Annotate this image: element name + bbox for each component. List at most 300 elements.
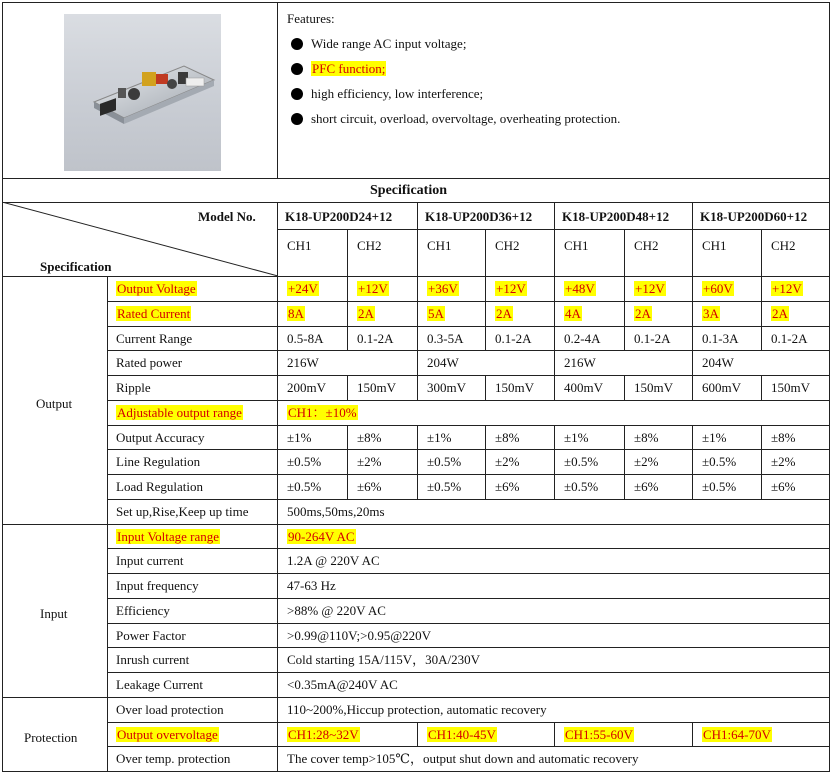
table-rule	[692, 474, 693, 499]
table-rule	[761, 375, 762, 400]
channel-label-cell	[287, 237, 312, 254]
table-rule	[554, 301, 555, 326]
cell-ripple: 150mV	[495, 380, 534, 395]
table-rule	[485, 326, 486, 350]
table-rule	[485, 301, 486, 326]
cell-current_range: 0.1-3A	[702, 331, 739, 346]
cell-rated_current: 2A	[358, 306, 374, 321]
cell-ripple: 600mV	[702, 380, 741, 395]
table-rule	[347, 301, 348, 326]
cell-line_reg: ±0.5%	[564, 454, 599, 469]
row-label-overload: Over load protection	[116, 702, 224, 717]
feature-row	[311, 35, 466, 52]
table-rule	[692, 276, 693, 301]
cell-current_range: 0.1-2A	[495, 331, 532, 346]
table-rule	[485, 425, 486, 449]
row-label-efficiency: Efficiency	[116, 603, 170, 618]
table-rule	[485, 375, 486, 400]
row-label-input_current-cell	[116, 552, 184, 569]
cell-overvoltage-cell	[287, 726, 360, 743]
cell-current_range-cell	[771, 330, 807, 347]
cell-rated_power-cell	[287, 354, 319, 371]
cell-line_reg: ±2%	[634, 454, 659, 469]
channel-label-cell	[771, 237, 796, 254]
cell-ripple: 150mV	[357, 380, 396, 395]
table-rule	[417, 276, 418, 301]
cell-load_reg: ±6%	[357, 479, 382, 494]
cell-accuracy: ±8%	[357, 430, 382, 445]
table-rule	[485, 229, 486, 276]
cell-input_voltage: 90-264V AC	[288, 529, 355, 544]
table-rule	[554, 722, 555, 746]
cell-overvoltage-cell	[564, 726, 634, 743]
cell-load_reg: ±0.5%	[287, 479, 322, 494]
cell-overtemp: The cover temp>105℃，output shut down and automatic recovery	[287, 751, 639, 766]
row-label-inrush-cell	[116, 651, 189, 668]
outer-right	[829, 2, 830, 772]
row-label-power_factor-cell	[116, 627, 186, 644]
cell-rated_current: 4A	[565, 306, 581, 321]
row-label-inrush: Inrush current	[116, 652, 190, 667]
table-rule	[347, 276, 348, 301]
cell-load_reg: ±0.5%	[564, 479, 599, 494]
table-rule	[761, 449, 762, 474]
row-label-output_voltage-cell	[116, 280, 197, 297]
table-rule	[347, 425, 348, 449]
cell-line_reg: ±2%	[357, 454, 382, 469]
row-label-input_freq-cell	[116, 577, 199, 594]
cell-output_voltage: +12V	[496, 281, 526, 296]
row-label-load_reg-cell	[116, 478, 203, 495]
table-rule	[761, 474, 762, 499]
cell-overload: 110~200%,Hiccup protection, automatic recovery	[287, 702, 547, 717]
table-rule	[417, 474, 418, 499]
table-rule	[347, 326, 348, 350]
cell-line_reg-cell	[771, 453, 795, 470]
cell-accuracy: ±1%	[287, 430, 312, 445]
cell-line_reg-cell	[287, 453, 321, 470]
cell-rated_power: 204W	[702, 355, 734, 370]
table-rule	[761, 301, 762, 326]
cell-input_freq-cell	[287, 577, 336, 594]
cell-line_reg: ±2%	[495, 454, 520, 469]
cell-accuracy: ±8%	[495, 430, 520, 445]
cell-leakage: <0.35mA@240V AC	[287, 677, 398, 692]
cell-load_reg: ±0.5%	[702, 479, 737, 494]
table-rule	[554, 350, 555, 375]
row-rule	[107, 350, 830, 351]
channel-label: CH1	[427, 238, 452, 253]
feature-item: Wide range AC input voltage;	[311, 36, 467, 51]
row-rule	[107, 598, 830, 599]
table-title: Specification	[370, 183, 447, 198]
table-rule	[624, 474, 625, 499]
features-heading: Features:	[287, 11, 335, 26]
channel-label: CH1	[702, 238, 727, 253]
model-name-cell	[562, 208, 669, 225]
channel-label: CH2	[634, 238, 659, 253]
table-rule	[347, 375, 348, 400]
feature-row	[311, 60, 386, 77]
cell-load_reg-cell	[357, 478, 381, 495]
table-rule	[417, 301, 418, 326]
cell-rated_power-cell	[564, 354, 596, 371]
cell-load_reg-cell	[702, 478, 736, 495]
row-label-leakage-cell	[116, 676, 203, 693]
row-label-overtemp: Over temp. protection	[116, 751, 231, 766]
row-label-efficiency-cell	[116, 602, 170, 619]
cell-overvoltage: CH1:64-70V	[703, 727, 771, 742]
row-label-rated_power-cell	[116, 354, 182, 371]
cell-ripple-cell	[495, 379, 534, 396]
table-rule	[692, 425, 693, 449]
channel-label-cell	[495, 237, 520, 254]
feature-row	[311, 110, 620, 127]
row-label-load_reg: Load Regulation	[116, 479, 204, 494]
cell-output_voltage-cell	[702, 280, 734, 297]
cell-overvoltage-cell	[702, 726, 772, 743]
cell-rated_power-cell	[427, 354, 459, 371]
table-rule	[624, 425, 625, 449]
table-rule	[624, 326, 625, 350]
cell-accuracy-cell	[702, 429, 726, 446]
table-rule	[485, 276, 486, 301]
row-label-line_reg: Line Regulation	[116, 454, 201, 469]
cell-ripple-cell	[702, 379, 741, 396]
cell-line_reg-cell	[564, 453, 598, 470]
cell-load_reg-cell	[634, 478, 658, 495]
row-rule	[107, 746, 830, 747]
row-rule	[107, 449, 830, 450]
cell-rated_current-cell	[634, 305, 652, 322]
cell-output_voltage: +24V	[288, 281, 318, 296]
row-rule	[107, 301, 830, 302]
model-no-label: Model No.	[198, 209, 256, 224]
outer-left	[2, 2, 3, 772]
cell-current_range-cell	[495, 330, 531, 347]
cell-current_range: 0.1-2A	[634, 331, 671, 346]
cell-ripple-cell	[427, 379, 466, 396]
cell-output_voltage-cell	[427, 280, 459, 297]
row-label-rated_power: Rated power	[116, 355, 183, 370]
row-label-power_factor: Power Factor	[116, 628, 186, 643]
cell-rated_current: 2A	[496, 306, 512, 321]
row-rule	[107, 425, 830, 426]
table-rule	[417, 722, 418, 746]
table-rule	[761, 326, 762, 350]
row-label-setup-cell	[116, 503, 249, 520]
cell-rated_current: 5A	[428, 306, 444, 321]
cell-accuracy-cell	[771, 429, 795, 446]
cell-ripple: 150mV	[771, 380, 810, 395]
table-rule	[692, 301, 693, 326]
row-label-accuracy-cell	[116, 429, 204, 446]
cell-current_range: 0.3-5A	[427, 331, 464, 346]
cell-input_freq: 47-63 Hz	[287, 578, 336, 593]
feature-row	[311, 85, 483, 102]
row-label-input_voltage-cell	[116, 528, 220, 545]
model-name: K18-UP200D36+12	[425, 209, 533, 224]
model-name-cell	[285, 208, 392, 225]
cell-power_factor-cell	[287, 627, 431, 644]
cell-inrush: Cold starting 15A/115V，30A/230V	[287, 652, 481, 667]
specification-label: Specification	[40, 259, 112, 274]
table-rule	[692, 722, 693, 746]
table-rule	[692, 375, 693, 400]
cell-line_reg-cell	[634, 453, 658, 470]
row-rule	[107, 400, 830, 401]
row-label-input_voltage: Input Voltage range	[117, 529, 220, 544]
cell-current_range-cell	[357, 330, 393, 347]
cell-line_reg-cell	[357, 453, 381, 470]
row-label-adjustable: Adjustable output range	[117, 405, 242, 420]
row-label-overtemp-cell	[116, 750, 230, 767]
product-photo	[64, 14, 221, 171]
cell-accuracy: ±8%	[771, 430, 796, 445]
row-label-overload-cell	[116, 701, 224, 718]
channel-label: CH1	[287, 238, 312, 253]
outer-top	[2, 2, 830, 3]
cell-load_reg: ±0.5%	[427, 479, 462, 494]
table-rule	[347, 474, 348, 499]
cell-overvoltage-cell	[427, 726, 497, 743]
cell-overvoltage: CH1:28~32V	[288, 727, 359, 742]
header-diagonal	[2, 202, 278, 276]
photo-divider	[277, 2, 278, 178]
cell-load_reg: ±6%	[771, 479, 796, 494]
cell-output_voltage-cell	[771, 280, 803, 297]
cell-output_voltage: +48V	[565, 281, 595, 296]
cell-current_range: 0.5-8A	[287, 331, 324, 346]
cell-accuracy-cell	[634, 429, 658, 446]
title-top	[2, 178, 830, 179]
cell-ripple-cell	[771, 379, 810, 396]
row-label-line_reg-cell	[116, 453, 200, 470]
cell-input_current-cell	[287, 552, 380, 569]
row-rule	[107, 548, 830, 549]
row-label-rated_current-cell	[116, 305, 191, 322]
cell-line_reg-cell	[495, 453, 519, 470]
table-rule	[417, 375, 418, 400]
table-rule	[485, 474, 486, 499]
cell-output_voltage-cell	[287, 280, 319, 297]
cell-load_reg-cell	[564, 478, 598, 495]
body-top	[2, 276, 830, 277]
cell-line_reg: ±0.5%	[702, 454, 737, 469]
cell-current_range-cell	[564, 330, 600, 347]
cell-leakage-cell	[287, 676, 398, 693]
row-rule	[107, 722, 830, 723]
channel-label-cell	[564, 237, 589, 254]
table-rule	[624, 301, 625, 326]
table-rule	[417, 202, 418, 276]
table-rule	[761, 276, 762, 301]
table-rule	[692, 350, 693, 375]
cell-load_reg-cell	[287, 478, 321, 495]
table-rule	[417, 449, 418, 474]
feature-item: short circuit, overload, overvoltage, overheating protection.	[311, 111, 621, 126]
cell-accuracy-cell	[495, 429, 519, 446]
table-rule	[554, 474, 555, 499]
cell-output_voltage: +60V	[703, 281, 733, 296]
cell-rated_current-cell	[564, 305, 582, 322]
row-rule	[2, 697, 830, 698]
spec-sheet	[2, 2, 830, 772]
cell-ripple-cell	[287, 379, 326, 396]
model-name: K18-UP200D48+12	[562, 209, 670, 224]
row-label-setup: Set up,Rise,Keep up time	[116, 504, 249, 519]
table-rule	[761, 425, 762, 449]
cell-accuracy: ±1%	[427, 430, 452, 445]
cell-current_range-cell	[427, 330, 463, 347]
cell-rated_current: 8A	[288, 306, 304, 321]
row-label-input_freq: Input frequency	[116, 578, 199, 593]
cell-load_reg: ±6%	[495, 479, 520, 494]
cell-accuracy-cell	[564, 429, 588, 446]
row-label-ripple: Ripple	[116, 380, 151, 395]
cell-current_range-cell	[702, 330, 738, 347]
cell-rated_current-cell	[495, 305, 513, 322]
bullet-icon	[291, 113, 303, 125]
cell-ripple-cell	[357, 379, 396, 396]
cell-line_reg: ±0.5%	[287, 454, 322, 469]
row-rule	[107, 647, 830, 648]
cell-load_reg: ±6%	[634, 479, 659, 494]
channel-label: CH2	[771, 238, 796, 253]
cell-overload-cell	[287, 701, 547, 718]
bullet-icon	[291, 38, 303, 50]
cell-rated_power: 216W	[287, 355, 319, 370]
cell-output_voltage-cell	[357, 280, 389, 297]
power-supply-image	[64, 14, 221, 171]
table-rule	[692, 449, 693, 474]
cell-current_range-cell	[634, 330, 670, 347]
row-rule	[107, 326, 830, 327]
cell-line_reg: ±0.5%	[427, 454, 462, 469]
table-rule	[692, 326, 693, 350]
cell-rated_current: 2A	[772, 306, 788, 321]
cell-output_voltage: +12V	[635, 281, 665, 296]
cell-setup: 500ms,50ms,20ms	[287, 504, 385, 519]
row-rule	[107, 771, 830, 772]
cell-overvoltage: CH1:40-45V	[428, 727, 496, 742]
row-rule	[107, 499, 830, 500]
cell-input_voltage-cell	[287, 528, 356, 545]
cell-output_voltage: +12V	[358, 281, 388, 296]
table-rule	[417, 326, 418, 350]
table-rule	[624, 449, 625, 474]
group-protection: Protection	[24, 730, 78, 745]
table-rule	[347, 229, 348, 276]
group-input: Input	[40, 606, 68, 621]
bullet-icon	[291, 88, 303, 100]
cell-output_voltage-cell	[564, 280, 596, 297]
channel-label: CH2	[357, 238, 382, 253]
cell-ripple: 200mV	[287, 380, 326, 395]
cell-accuracy-cell	[427, 429, 451, 446]
cell-rated_power-cell	[702, 354, 734, 371]
channel-label-cell	[702, 237, 727, 254]
cell-adjustable-cell	[287, 404, 358, 421]
cell-rated_power: 204W	[427, 355, 459, 370]
cell-power_factor: >0.99@110V;>0.95@220V	[287, 628, 432, 643]
cell-rated_current-cell	[287, 305, 305, 322]
cell-ripple: 300mV	[427, 380, 466, 395]
table-rule	[761, 229, 762, 276]
cell-accuracy-cell	[287, 429, 311, 446]
channel-label-cell	[634, 237, 659, 254]
cell-adjustable: CH1：±10%	[288, 405, 357, 420]
cell-rated_power: 216W	[564, 355, 596, 370]
table-rule	[624, 276, 625, 301]
table-rule	[554, 425, 555, 449]
cell-load_reg-cell	[495, 478, 519, 495]
row-rule	[107, 573, 830, 574]
table-rule	[417, 425, 418, 449]
cell-rated_current-cell	[357, 305, 375, 322]
row-rule	[107, 375, 830, 376]
channel-label-cell	[427, 237, 452, 254]
cell-accuracy-cell	[357, 429, 381, 446]
table-rule	[485, 449, 486, 474]
cell-ripple-cell	[564, 379, 603, 396]
row-label-rated_current: Rated Current	[117, 306, 191, 321]
cell-rated_current: 3A	[703, 306, 719, 321]
table-rule	[277, 229, 830, 230]
row-rule	[2, 524, 830, 525]
cell-rated_current-cell	[427, 305, 445, 322]
group-output: Output	[36, 396, 73, 411]
table-rule	[554, 276, 555, 301]
cell-output_voltage: +12V	[772, 281, 802, 296]
cell-line_reg-cell	[427, 453, 461, 470]
cell-line_reg-cell	[702, 453, 736, 470]
channel-label-cell	[357, 237, 382, 254]
cell-line_reg: ±2%	[771, 454, 796, 469]
row-label-adjustable-cell	[116, 404, 243, 421]
cell-setup-cell	[287, 503, 385, 520]
cell-output_voltage-cell	[495, 280, 527, 297]
cell-rated_current-cell	[702, 305, 720, 322]
table-rule	[624, 229, 625, 276]
table-rule	[692, 202, 693, 276]
cell-load_reg-cell	[427, 478, 461, 495]
cell-current_range-cell	[287, 330, 323, 347]
cell-load_reg-cell	[771, 478, 795, 495]
row-label-overvoltage-cell	[116, 726, 219, 743]
row-rule	[107, 672, 830, 673]
bullet-icon	[291, 63, 303, 75]
model-name-cell	[700, 208, 807, 225]
row-label-overvoltage: Output overvoltage	[117, 727, 218, 742]
cell-output_voltage-cell	[634, 280, 666, 297]
cell-accuracy: ±1%	[564, 430, 589, 445]
feature-item: PFC function;	[312, 61, 386, 76]
row-rule	[107, 623, 830, 624]
table-rule	[347, 449, 348, 474]
cell-current_range: 0.2-4A	[564, 331, 601, 346]
cell-ripple: 400mV	[564, 380, 603, 395]
model-name: K18-UP200D24+12	[285, 209, 393, 224]
row-label-ripple-cell	[116, 379, 151, 396]
table-rule	[554, 326, 555, 350]
cell-efficiency: >88% @ 220V AC	[287, 603, 386, 618]
channel-label: CH1	[564, 238, 589, 253]
cell-inrush-cell	[287, 651, 480, 668]
cell-accuracy: ±8%	[634, 430, 659, 445]
cell-accuracy: ±1%	[702, 430, 727, 445]
cell-efficiency-cell	[287, 602, 386, 619]
